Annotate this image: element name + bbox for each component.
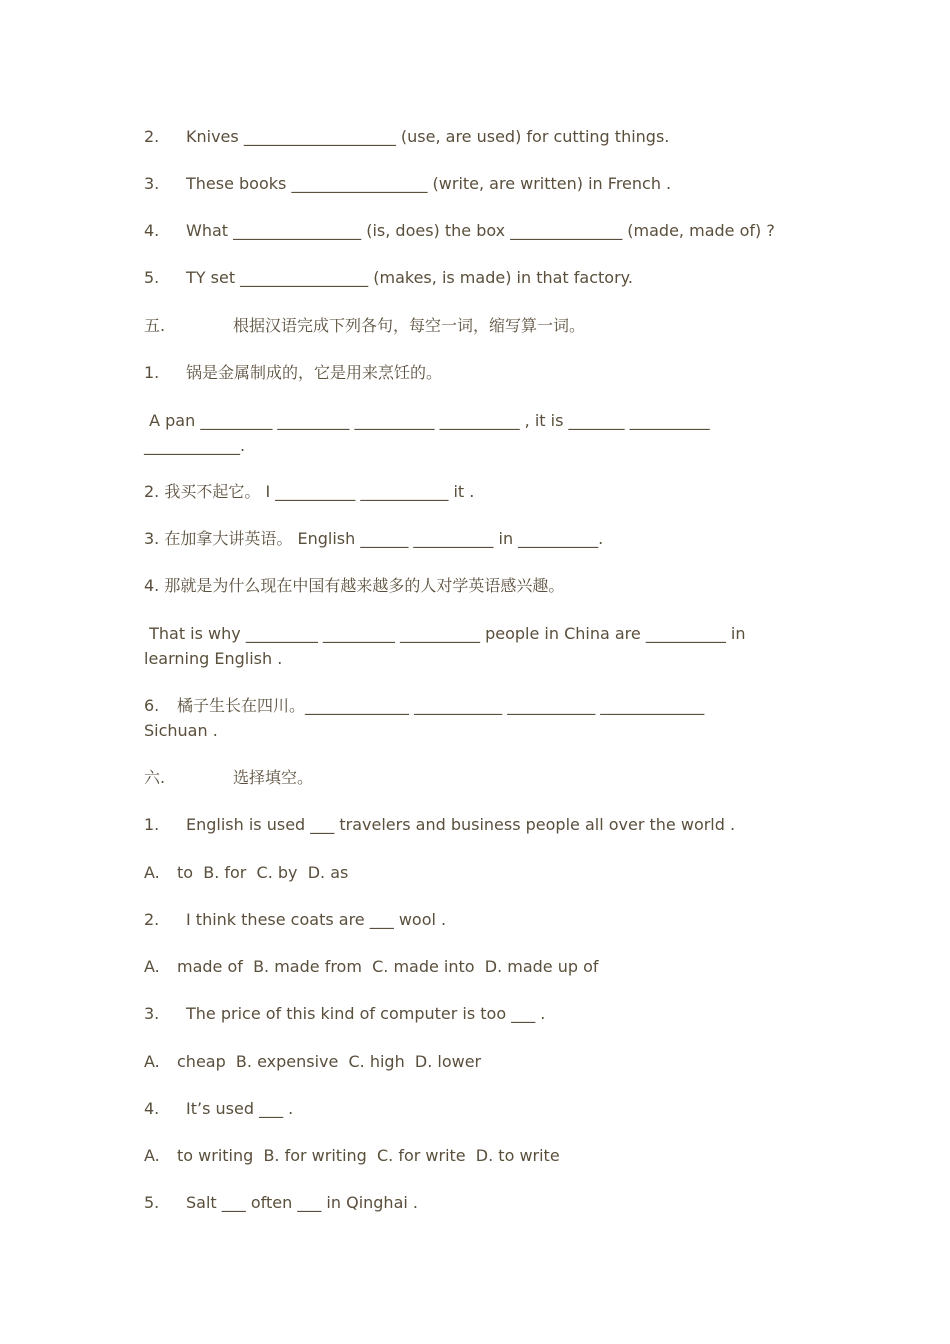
options-line: A. to B. for C. by D. as (144, 863, 349, 882)
section-heading: 五. 根据汉语完成下列各句，每空一词，缩写算一词。 (144, 316, 586, 335)
question-line: 2. 我买不起它。 I __________ ___________ it . (144, 482, 475, 501)
section-heading: 六. 选择填空。 (144, 768, 314, 787)
question-line: 3. 在加拿大讲英语。 English ______ __________ in __________. (144, 529, 604, 548)
answer-line: That is why _________ _________ __________ people in China are __________ in learning English . (144, 624, 746, 668)
question-line: 2. Knives ___________________ (use, are used) for cutting things. (144, 127, 670, 146)
question-line: 1. 锅是金属制成的，它是用来烹饪的。 (144, 363, 443, 382)
options-line: A. cheap B. expensive C. high D. lower (144, 1052, 482, 1071)
question-line: 5. TY set ________________ (makes, is made) in that factory. (144, 268, 633, 287)
question-line: 3. The price of this kind of computer is too ___ . (144, 1004, 546, 1023)
question-line: 5. Salt ___ often ___ in Qinghai . (144, 1193, 418, 1212)
answer-line: A pan _________ _________ __________ __________ , it is _______ __________ ____________. (144, 411, 710, 455)
question-line: 1. English is used ___ travelers and business people all over the world . (144, 815, 736, 834)
question-line: 4. What ________________ (is, does) the box ______________ (made, made of) ? (144, 221, 775, 240)
question-line: 6. 橘子生长在四川。_____________ ___________ ___________ _____________ Sichuan . (144, 696, 705, 740)
question-line: 3. These books _________________ (write, are written) in French . (144, 174, 672, 193)
question-line: 4. It’s used ___ . (144, 1099, 294, 1118)
question-line: 2. I think these coats are ___ wool . (144, 910, 447, 929)
options-line: A. made of B. made from C. made into D. made up of (144, 957, 599, 976)
options-line: A. to writing B. for writing C. for write D. to write (144, 1146, 560, 1165)
question-line: 4. 那就是为什么现在中国有越来越多的人对学英语感兴趣。 (144, 576, 565, 595)
